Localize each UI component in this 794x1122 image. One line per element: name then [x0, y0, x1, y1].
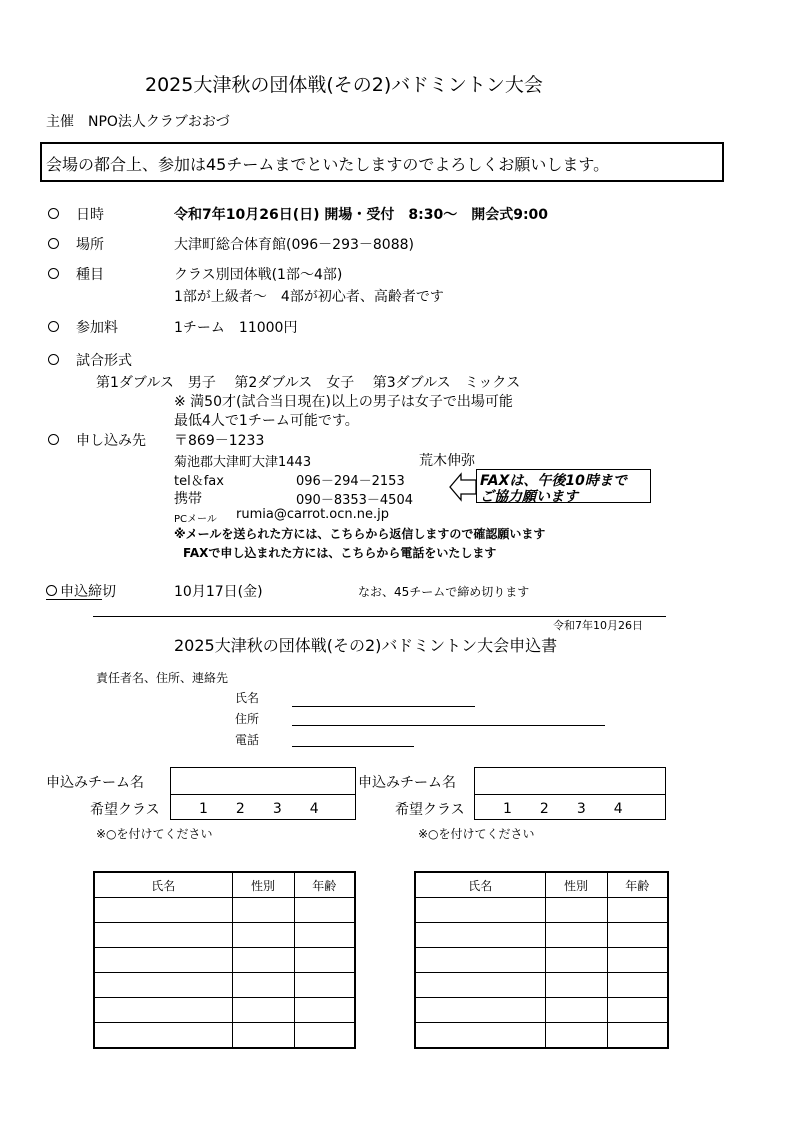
pcmail-value: rumia@carrot.ocn.ne.jp — [236, 507, 390, 522]
col-gender-header: 性別 — [232, 872, 294, 898]
postal-code: 〒869－1233 — [174, 433, 265, 449]
table-row — [94, 998, 355, 1023]
bullet-circle-icon — [48, 434, 59, 445]
event-label: 種目 — [76, 267, 104, 283]
venue-value: 大津町総合体育館(096－293－8088) — [174, 237, 414, 253]
table-row — [94, 948, 355, 973]
deadline-underline — [46, 599, 102, 600]
deadline-label: 申込締切 — [60, 584, 116, 600]
fax-reply-note: FAXで申し込まれた方には、こちらから電話をいたします — [183, 546, 497, 560]
team-name-label-right: 申込みチーム名 — [358, 775, 456, 791]
deadline-note: なお、45チームで締め切ります — [358, 585, 530, 599]
responsible-label: 責任者名、住所、連絡先 — [96, 671, 229, 685]
fax-note-line-1: FAXは、午後10時まで — [480, 473, 627, 489]
member-table-right — [414, 871, 669, 1049]
format-line-2: ※ 満50才(試合当日現在)以上の男子は女子で出場可能 — [174, 394, 513, 410]
fax-note-line-2: ご協力願います — [480, 489, 578, 505]
phone-field[interactable] — [292, 746, 414, 747]
name-field[interactable] — [292, 706, 475, 707]
date-value: 令和7年10月26日(日) 開場・受付 8:30～ 開会式9:00 — [174, 207, 549, 223]
form-title: 2025大津秋の団体戦(その2)バドミントン大会申込書 — [174, 636, 558, 655]
organizer: 主催 NPO法人クラブおおづ — [46, 114, 230, 130]
bullet-circle-icon — [48, 268, 59, 279]
class-label-right: 希望クラス — [395, 802, 465, 818]
class-note-left: ※○を付けてください — [96, 827, 213, 841]
bullet-circle-icon — [48, 321, 59, 332]
class-label-left: 希望クラス — [90, 802, 160, 818]
format-line-3: 最低4人で1チーム可能です。 — [174, 413, 359, 429]
member-table-left — [93, 871, 356, 1049]
table-row — [415, 923, 668, 948]
format-line-1: 第1ダブルス 男子 第2ダブルス 女子 第3ダブルス ミックス — [96, 375, 521, 391]
form-date: 令和7年10月26日 — [553, 619, 643, 632]
address-field[interactable] — [292, 725, 605, 726]
class-field-right[interactable] — [474, 794, 666, 820]
event-value-1: クラス別団体戦(1部～4部) — [174, 267, 343, 283]
table-row — [415, 973, 668, 998]
team-name-field-right[interactable] — [474, 767, 666, 795]
format-label: 試合形式 — [76, 353, 132, 369]
telfax-value: 096－294－2153 — [296, 474, 405, 489]
class-note-right: ※○を付けてください — [418, 827, 535, 841]
address: 菊池郡大津町大津1443 — [174, 455, 312, 470]
col-age-header: 年齢 — [607, 872, 668, 898]
table-row — [94, 898, 355, 923]
table-row — [415, 1023, 668, 1049]
mobile-value: 090－8353－4504 — [296, 493, 413, 508]
arrow-left-icon — [449, 472, 477, 502]
event-value-2: 1部が上級者～ 4部が初心者、高齢者です — [174, 289, 444, 305]
date-label: 日時 — [76, 207, 104, 223]
table-row — [94, 923, 355, 948]
pcmail-label: PCメール — [174, 514, 217, 525]
mail-note: ※メールを送られた方には、こちらから返信しますので確認願います — [174, 527, 546, 541]
col-gender-header: 性別 — [545, 872, 607, 898]
bullet-circle-icon — [48, 238, 59, 249]
notice-box — [40, 142, 724, 182]
bullet-circle-icon — [46, 585, 57, 596]
bullet-circle-icon — [48, 208, 59, 219]
col-name-header: 氏名 — [94, 872, 232, 898]
team-name-field-left[interactable] — [170, 767, 356, 795]
page-title: 2025大津秋の団体戦(その2)バドミントン大会 — [145, 74, 543, 96]
table-row — [415, 898, 668, 923]
class-options-right: 1 2 3 4 — [503, 801, 623, 817]
table-row — [94, 973, 355, 998]
notice-text: 会場の都合上、参加は45チームまでといたしますのでよろしくお願いします。 — [46, 155, 610, 174]
col-age-header: 年齢 — [294, 872, 355, 898]
fee-value: 1チーム 11000円 — [174, 320, 298, 336]
table-row — [415, 998, 668, 1023]
address-label: 住所 — [235, 712, 260, 726]
team-name-label-left: 申込みチーム名 — [46, 775, 144, 791]
fee-label: 参加料 — [76, 320, 118, 336]
class-options-left: 1 2 3 4 — [199, 801, 319, 817]
apply-label: 申し込み先 — [76, 433, 146, 449]
mobile-label: 携帯 — [174, 491, 202, 507]
bullet-circle-icon — [48, 354, 59, 365]
col-name-header: 氏名 — [415, 872, 545, 898]
telfax-label: tel＆fax — [174, 474, 224, 489]
name-label: 氏名 — [235, 691, 260, 705]
fax-note-box — [476, 469, 651, 503]
table-row — [415, 948, 668, 973]
contact-person: 荒木伸弥 — [419, 453, 475, 469]
table-row — [94, 1023, 355, 1049]
venue-label: 場所 — [76, 237, 104, 253]
phone-label: 電話 — [235, 733, 260, 747]
deadline-value: 10月17日(金) — [174, 584, 263, 600]
class-field-left[interactable] — [170, 794, 356, 820]
